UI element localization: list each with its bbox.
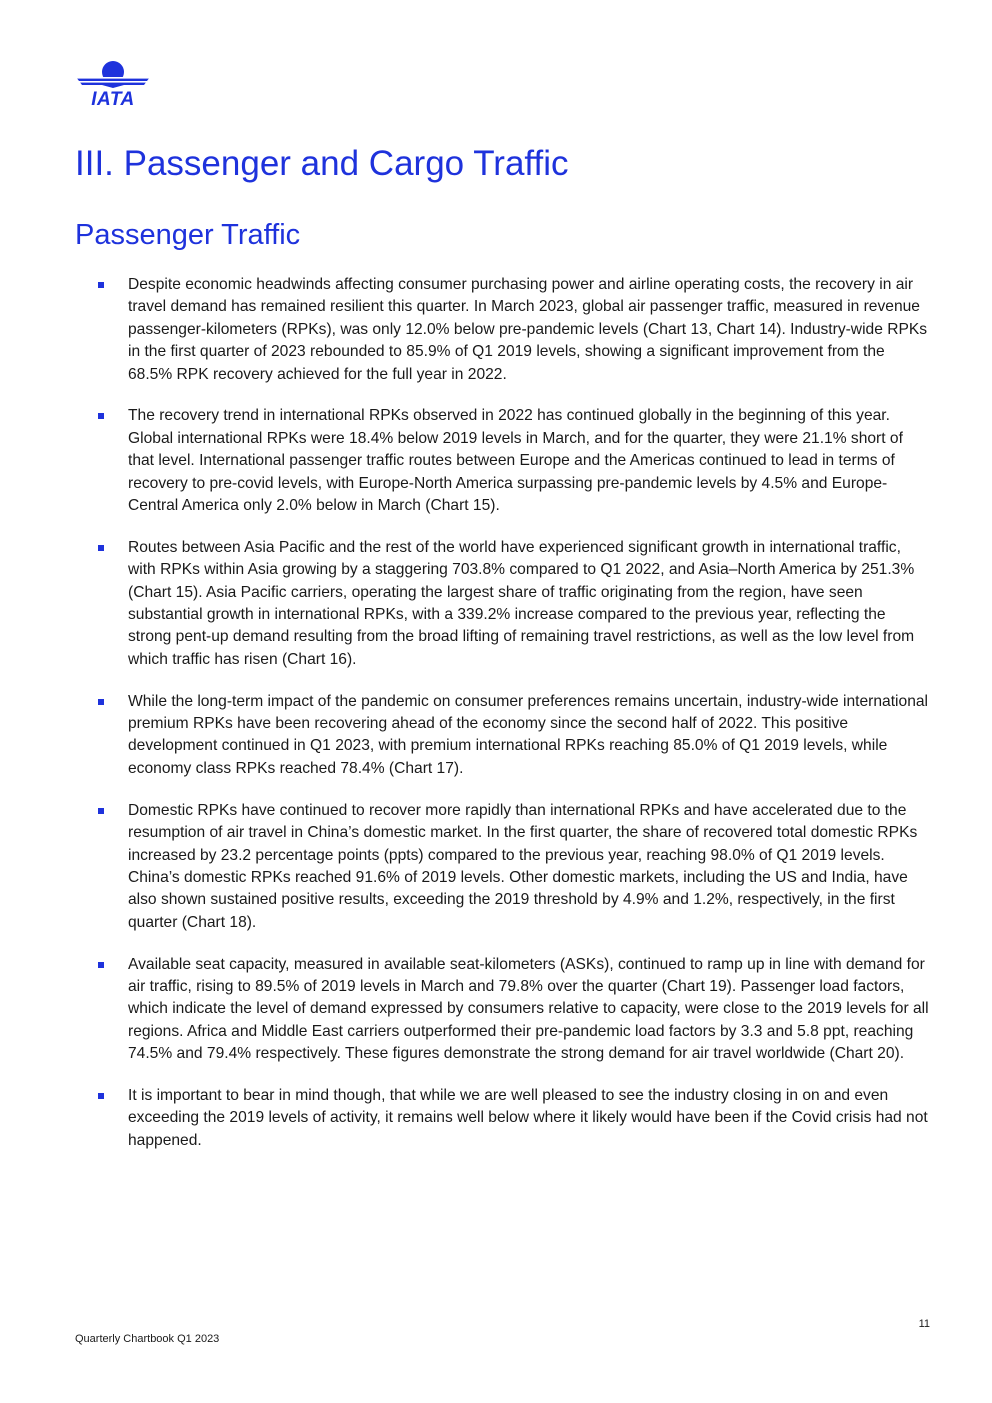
subsection-title: Passenger Traffic [75,219,301,251]
bullet-item [0,800,930,934]
bullet-item [0,405,930,517]
bullet-text: While the long-term impact of the pandemic on consumer preferences remains uncertain, industry-wide international premium RPKs have been recovering ahead of the economy since the second half of 2022. This positive development continued in Q1 2023, with premium international RPKs reaching 85.0% of Q1 2019 levels, while economy class RPKs reached 78.4% (Chart 17). [128,692,929,777]
bullet-square-icon [98,962,104,968]
bullet-square-icon [98,808,104,814]
bullet-square-icon [98,545,104,551]
footer-document-title: Quarterly Chartbook Q1 2023 [75,1333,220,1345]
bullet-square-icon [98,1093,104,1099]
bullet-square-icon [98,413,104,419]
bullet-square-icon [98,699,104,705]
bullet-item [0,954,930,1066]
bullet-text: The recovery trend in international RPKs observed in 2022 has continued globally in the beginning of this year. Global international RPKs were 18.4% below 2019 levels in March, and for the quarter, they were 21.1% short of that level. International passenger traffic routes between Europe and the Americas continued to lead in terms of recovery to pre-covid levels, with Europe-North America surpassing pre-pandemic levels by 4.5% and Europe-Central America only 2.0% below in March (Chart 15). [128,407,903,515]
iata-logo [74,60,152,112]
bullet-item [0,691,930,781]
bullet-text: Despite economic headwinds affecting consumer purchasing power and airline operating costs, the recovery in air travel demand has remained resilient this quarter. In March 2023, global air passenger traffic, measured in revenue passenger-kilometers (RPKs), was only 12.0% below pre-pandemic levels (Chart 13, Chart 14). Industry-wide RPKs in the first quarter of 2023 rebounded to 85.9% of Q1 2019 levels, showing a significant improvement from the 68.5% RPK recovery achieved for the full year in 2022. [128,276,928,383]
bullet-text: Routes between Asia Pacific and the rest of the world have experienced significant growth in international traffic, with RPKs within Asia growing by a staggering 703.8% compared to Q1 2022, and Asia–North America by 251.3% (Chart 15). Asia Pacific carriers, operating the largest share of traffic originating from the region, have seen substantial growth in international RPKs, with a 339.2% increase compared to the previous year, reflecting the strong pent-up demand resulting from the broad lifting of remaining travel restrictions, as well as the low level from which traffic has risen (Chart 16). [128,538,915,668]
section-title: III. Passenger and Cargo Traffic [75,144,569,183]
bullet-item [0,537,930,671]
bullet-text: Domestic RPKs have continued to recover more rapidly than international RPKs and have accelerated due to the resumption of air travel in China’s domestic market. In the first quarter, the share of recovered total domestic RPKs increased by 23.2 percentage points (ppts) compared to the previous year, reaching 98.0% of Q1 2019 levels. China’s domestic RPKs reached 91.6% of 2019 levels. Other domestic markets, including the US and India, have also shown sustained positive results, exceeding the 2019 threshold by 4.9% and 1.2%, respectively, in the first quarter (Chart 18). [128,801,918,931]
bullet-square-icon [98,282,104,288]
bullet-text: Available seat capacity, measured in available seat-kilometers (ASKs), continued to ramp up in line with demand for air traffic, rising to 89.5% of 2019 levels in March and 79.8% over the quarter (Chart 19). Passenger load factors, which indicate the level of demand expressed by consumers relative to capacity, were close to the 2019 levels for all regions. Africa and Middle East carriers outperformed their pre-pandemic load factors by 3.3 and 5.8 ppt, reaching 74.5% and 79.4% respectively. These figures demonstrate the strong demand for air travel worldwide (Chart 20). [128,955,929,1063]
bullet-item [0,1085,930,1152]
bullet-item [0,274,930,386]
page-number: 11 [918,1318,930,1330]
bullet-text: It is important to bear in mind though, that while we are well pleased to see the industry closing in on and even exceeding the 2019 levels of activity, it remains well below where it likely would have been if the Covid crisis had not happened. [128,1086,928,1149]
bullet-list [0,274,992,1172]
iata-logo-text: IATA [91,89,135,110]
